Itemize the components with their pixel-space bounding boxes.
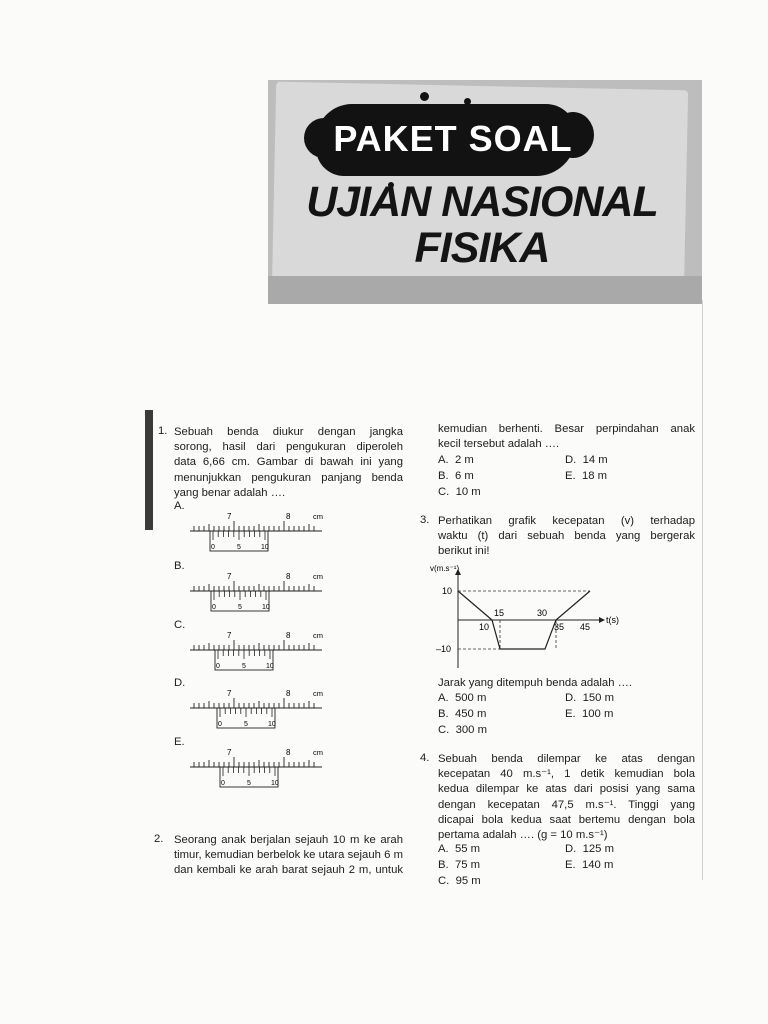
scale-label-8: 8	[286, 631, 291, 640]
tick-label: 45	[580, 622, 591, 632]
question-line: kemudian berhenti. Besar perpindahan anak	[438, 423, 695, 435]
vernier-label-10: 10	[268, 721, 276, 728]
vernier-label-5: 5	[247, 780, 251, 787]
question-line: berikut ini!	[438, 545, 490, 558]
vernier-label-0: 0	[212, 604, 216, 611]
question-line: dan kembali ke arah barat sejauh 2 m, untuk	[174, 864, 403, 877]
q4-option-d: D. 125 m	[565, 843, 614, 855]
q4-option-b: B. 75 m	[438, 859, 481, 871]
q4-option-e: E. 140 m	[565, 859, 614, 871]
scale-label-cm: cm	[313, 689, 323, 698]
caliper-options-figure	[190, 505, 340, 787]
scale-label-cm: cm	[313, 512, 323, 521]
vernier-label-0: 0	[211, 544, 215, 551]
tick-label: 10	[442, 586, 453, 596]
option-label-b: B.	[174, 560, 185, 572]
scale-label-7: 7	[227, 512, 232, 521]
tick-label: 15	[494, 608, 505, 618]
question-line: Sebuah benda diukur dengan jangka	[174, 426, 403, 438]
question-2-continued	[438, 422, 695, 452]
scale-label-7: 7	[227, 748, 232, 757]
scale-label-8: 8	[286, 572, 291, 581]
q3-option-b: B. 450 m	[438, 708, 487, 720]
question-line: timur, kemudian berbelok ke utara sejauh 6 m	[174, 849, 403, 862]
banner-subtitle-2: FISIKA	[414, 224, 550, 272]
ink-dot	[420, 92, 429, 101]
question-4-number: 4.	[420, 752, 430, 764]
vernier-label-0: 0	[216, 663, 220, 670]
title-banner	[268, 80, 702, 304]
q4-option-c: C. 95 m	[438, 875, 481, 887]
page-edge-line	[702, 300, 703, 880]
q2-option-e: E. 18 m	[565, 470, 608, 482]
question-line: dicapai bola kedua saat bertemu dengan bola	[438, 813, 695, 826]
question-line: waktu (t) dari sebuah benda yang bergerak	[438, 530, 695, 543]
scale-label-7: 7	[227, 631, 232, 640]
banner-bottom-strip	[268, 276, 702, 304]
q2-option-d: D. 14 m	[565, 454, 608, 466]
scale-label-cm: cm	[313, 572, 323, 581]
vernier-label-10: 10	[266, 663, 274, 670]
q3-option-a: A. 500 m	[438, 692, 487, 704]
scale-label-cm: cm	[313, 631, 323, 640]
question-line: data 6,66 cm. Gambar di bawah ini yang	[174, 456, 403, 469]
scale-label-8: 8	[286, 748, 291, 757]
vernier-label-0: 0	[218, 721, 222, 728]
banner-subtitle-1: UJIAN NASIONAL	[306, 178, 658, 226]
vernier-label-5: 5	[238, 604, 242, 611]
tick-label: –10	[436, 644, 452, 654]
question-line: kecil tersebut adalah ….	[438, 438, 560, 451]
question-line: kecepatan 40 m.s⁻¹, 1 detik kemudian bola	[438, 768, 695, 781]
question-line: Seorang anak berjalan sejauh 10 m ke arah	[174, 834, 403, 846]
vernier-label-5: 5	[237, 544, 241, 551]
question-line: dengan kecepatan 47,5 m.s⁻¹. Tinggi yang	[438, 798, 695, 811]
scale-label-cm: cm	[313, 748, 323, 757]
option-label-a: A.	[174, 500, 185, 512]
question-2-number: 2.	[154, 833, 164, 845]
scale-label-8: 8	[286, 689, 291, 698]
question-line: kedua dilempar ke atas dari posisi yang sama	[438, 783, 695, 796]
tick-label: 35	[554, 622, 565, 632]
question-line: Sebuah benda dilempar ke atas dengan	[438, 753, 695, 765]
question-3-prompt: Jarak yang ditempuh benda adalah ….	[438, 677, 633, 689]
banner-title: PAKET SOAL	[333, 118, 573, 159]
q3-option-e: E. 100 m	[565, 708, 614, 720]
q2-option-c: C. 10 m	[438, 486, 481, 498]
scale-label-8: 8	[286, 512, 291, 521]
page-edge-shadow	[145, 410, 153, 530]
q2-option-b: B. 6 m	[438, 470, 474, 482]
scale-label-7: 7	[227, 572, 232, 581]
y-axis-label: v(m.s⁻¹)	[430, 564, 460, 573]
tick-label: 10	[479, 622, 490, 632]
question-line: sorong, hasil dari pengukuran diperoleh	[174, 441, 403, 454]
tick-label: 30	[537, 608, 548, 618]
question-4-text	[438, 752, 695, 843]
option-label-e: E.	[174, 736, 185, 748]
question-line: menunjukkan pengukuran panjang benda	[174, 471, 403, 484]
option-label-d: D.	[174, 677, 186, 689]
question-2-text	[174, 833, 403, 879]
x-axis-label: t(s)	[606, 615, 619, 625]
question-3-text	[438, 514, 695, 560]
question-3-number: 3.	[420, 514, 430, 526]
vernier-label-5: 5	[244, 721, 248, 728]
q3-option-d: D. 150 m	[565, 692, 614, 704]
velocity-time-graph	[430, 560, 640, 670]
q4-option-a: A. 55 m	[438, 843, 481, 855]
scale-label-7: 7	[227, 689, 232, 698]
ink-dot	[464, 98, 471, 105]
question-line: Perhatikan grafik kecepatan (v) terhadap	[438, 515, 695, 527]
vernier-label-0: 0	[221, 780, 225, 787]
vernier-label-5: 5	[242, 663, 246, 670]
q3-option-c: C. 300 m	[438, 724, 487, 736]
vernier-label-10: 10	[262, 604, 270, 611]
option-label-c: C.	[174, 619, 186, 631]
q2-option-a: A. 2 m	[438, 454, 474, 466]
question-line: yang benar adalah ….	[174, 486, 286, 499]
vernier-label-10: 10	[271, 780, 279, 787]
vernier-label-10: 10	[261, 544, 269, 551]
question-1-text	[174, 425, 403, 501]
question-line: pertama adalah …. (g = 10 m.s⁻¹)	[438, 829, 608, 842]
question-1-number: 1.	[158, 425, 168, 437]
